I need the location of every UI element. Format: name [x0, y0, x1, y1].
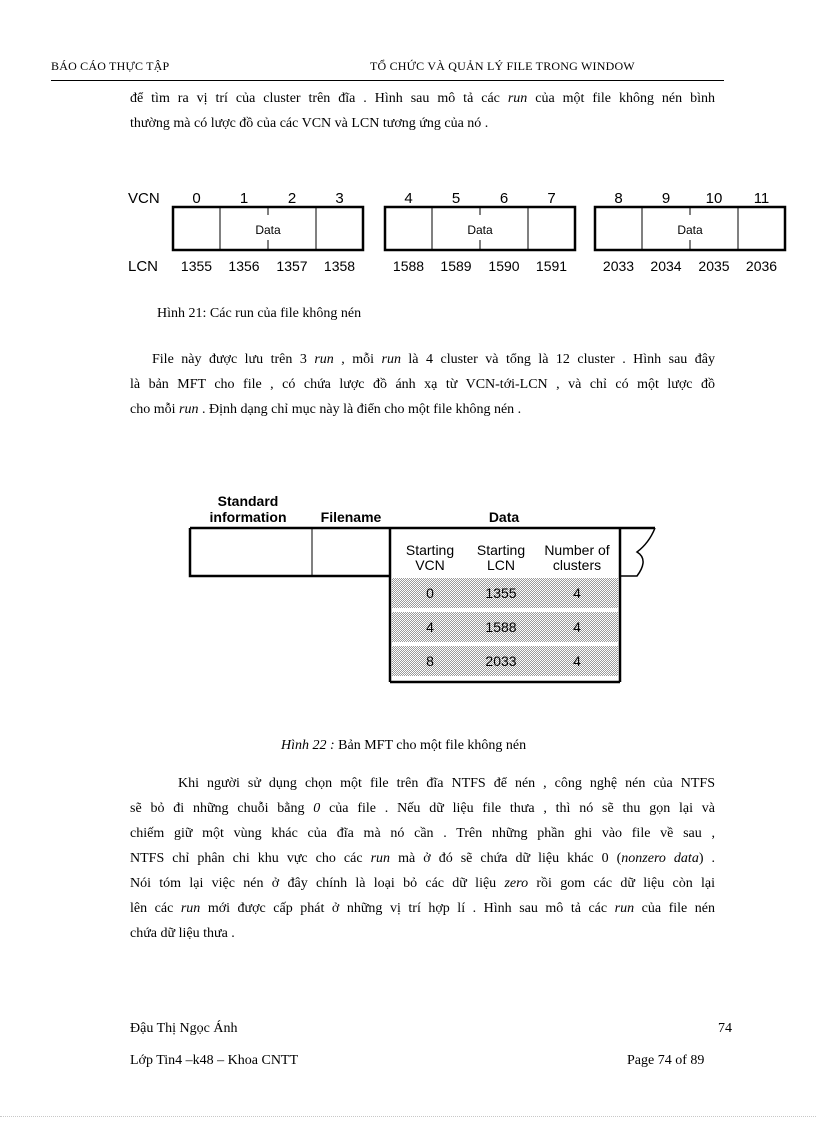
- run-3: [595, 190, 785, 274]
- lcn-value: 1356: [228, 258, 260, 274]
- paragraph-2-line-1: File này được lưu trên 3 run , mỗi run là 4 cluster và tổng là 12 cluster . Hình sau đây: [152, 352, 715, 367]
- vcn-value: 3: [335, 190, 344, 207]
- figure-22-mft-diagram: [185, 488, 675, 688]
- paragraph-2-line-3: cho mỗi run . Định dạng chỉ mục này là điển cho một file không nén .: [130, 402, 522, 417]
- vcn-value: 0: [192, 190, 201, 207]
- page-bottom-rule: [0, 1116, 816, 1117]
- paragraph-3-line-6: lên các run mới được cấp phát ở những vị trí hợp lí . Hình sau mô tả các run của file nén: [130, 901, 716, 916]
- mft-row-count: 4: [573, 653, 581, 669]
- lcn-value: 1588: [392, 258, 425, 274]
- mft-row-count: 4: [573, 585, 581, 601]
- hdr-starting-lcn-2: LCN: [486, 557, 516, 573]
- figure-21-runs-diagram: [120, 183, 790, 278]
- header-divider: [51, 80, 724, 81]
- paragraph-3: [130, 771, 715, 946]
- header-left: BÁO CÁO THỰC TẬP: [51, 59, 170, 73]
- figure-22-caption-text: Bản MFT cho một file không nén: [334, 738, 527, 753]
- col-standard-information-line2: information: [209, 509, 287, 525]
- lcn-value: 2035: [698, 258, 730, 274]
- torn-edge: [620, 528, 655, 576]
- lcn-value: 1357: [276, 258, 308, 274]
- hdr-starting-vcn-2: VCN: [415, 557, 445, 573]
- footer-page-of: Page 74 of 89: [627, 1053, 705, 1068]
- footer-class-info: Lớp Tin4 –k48 – Khoa CNTT: [130, 1053, 299, 1068]
- header-right: TỔ CHỨC VÀ QUẢN LÝ FILE TRONG WINDOW: [370, 59, 635, 73]
- vcn-value: 5: [451, 190, 461, 207]
- vcn-value: 9: [661, 190, 671, 207]
- vcn-value: 11: [753, 190, 770, 207]
- mft-row-lcn: 1588: [485, 619, 517, 635]
- mft-row-lcn: 2033: [485, 653, 517, 669]
- intro-line-1: để tìm ra vị trí của cluster trên đĩa . Hình sau mô tả các run của một file không nén bình: [130, 91, 715, 106]
- paragraph-2: [130, 347, 715, 422]
- run-1: [173, 190, 363, 274]
- intro-paragraph: [130, 86, 715, 136]
- vcn-value: 1: [239, 190, 249, 207]
- mft-row-vcn: 4: [426, 619, 434, 635]
- lcn-axis-label: LCN: [128, 258, 159, 275]
- paragraph-3-line-7: chứa dữ liệu thưa .: [130, 926, 235, 941]
- hdr-number-of-clusters-1: Number of: [544, 542, 610, 558]
- lcn-value: 1590: [488, 258, 520, 274]
- run-data-label: Data: [255, 223, 281, 237]
- vcn-value: 10: [705, 190, 723, 207]
- vcn-axis-label: VCN: [128, 190, 160, 207]
- vcn-value: 7: [547, 190, 556, 207]
- paragraph-3-line-5: Nói tóm lại việc nén ở đây chính là loại bỏ các dữ liệu zero rồi gom các dữ liệu còn lại: [130, 876, 716, 891]
- hdr-starting-vcn-1: Starting: [405, 542, 455, 558]
- vcn-value: 2: [287, 190, 297, 207]
- intro-line-2: thường mà có lược đồ của các VCN và LCN tương ứng của nó .: [130, 116, 489, 131]
- paragraph-3-line-4: NTFS chỉ phân chi khu vực cho các run mà ở đó sẽ chứa dữ liệu khác 0 (nonzero data) .: [130, 851, 716, 866]
- run-2: [385, 190, 575, 274]
- mft-row-count: 4: [573, 619, 581, 635]
- mft-rows: [392, 578, 618, 676]
- figure-22-caption-label: Hình 22 :: [281, 738, 335, 753]
- mft-row-lcn: 1355: [485, 585, 517, 601]
- figure-22-caption: [281, 738, 526, 754]
- mft-row-vcn: 8: [426, 653, 434, 669]
- hdr-number-of-clusters-2: clusters: [552, 557, 602, 573]
- col-data: Data: [488, 509, 520, 525]
- vcn-value: 8: [614, 190, 623, 207]
- col-filename: Filename: [320, 509, 382, 525]
- paragraph-2-line-2: là bản MFT cho file , có chứa lược đồ ánh xạ từ VCN-tới-LCN , và chỉ có một lược đồ: [130, 377, 715, 392]
- lcn-value: 1358: [323, 258, 356, 274]
- vcn-value: 6: [499, 190, 509, 207]
- lcn-value: 1355: [180, 258, 213, 274]
- paragraph-3-line-3: chiếm giữ một vùng khác của đĩa mà nó cần . Trên những phần ghi vào file về sau ,: [130, 826, 715, 841]
- hdr-starting-lcn-1: Starting: [476, 542, 526, 558]
- footer-page-number: 74: [718, 1021, 732, 1036]
- paragraph-3-line-1: Khi người sử dụng chọn một file trên đĩa NTFS để nén , công nghệ nén của NTFS: [178, 776, 715, 791]
- lcn-value: 1591: [535, 258, 568, 274]
- run-data-label: Data: [677, 223, 703, 237]
- lcn-value: 1589: [440, 258, 472, 274]
- run-data-label: Data: [467, 223, 493, 237]
- figure-21-caption: Hình 21: Các run của file không nén: [157, 306, 362, 321]
- mft-row-vcn: 0: [426, 585, 434, 601]
- lcn-value: 2034: [650, 258, 682, 274]
- footer-author: Đậu Thị Ngọc Ánh: [130, 1021, 238, 1036]
- col-standard-information-line1: Standard: [217, 493, 279, 509]
- runs-group: [173, 190, 785, 274]
- lcn-value: 2033: [602, 258, 635, 274]
- vcn-value: 4: [404, 190, 413, 207]
- lcn-value: 2036: [745, 258, 778, 274]
- paragraph-3-line-2: sẽ bỏ đi những chuỗi bằng 0 của file . Nếu dữ liệu file thưa , thì nó sẽ thu gọn lại và: [130, 801, 716, 816]
